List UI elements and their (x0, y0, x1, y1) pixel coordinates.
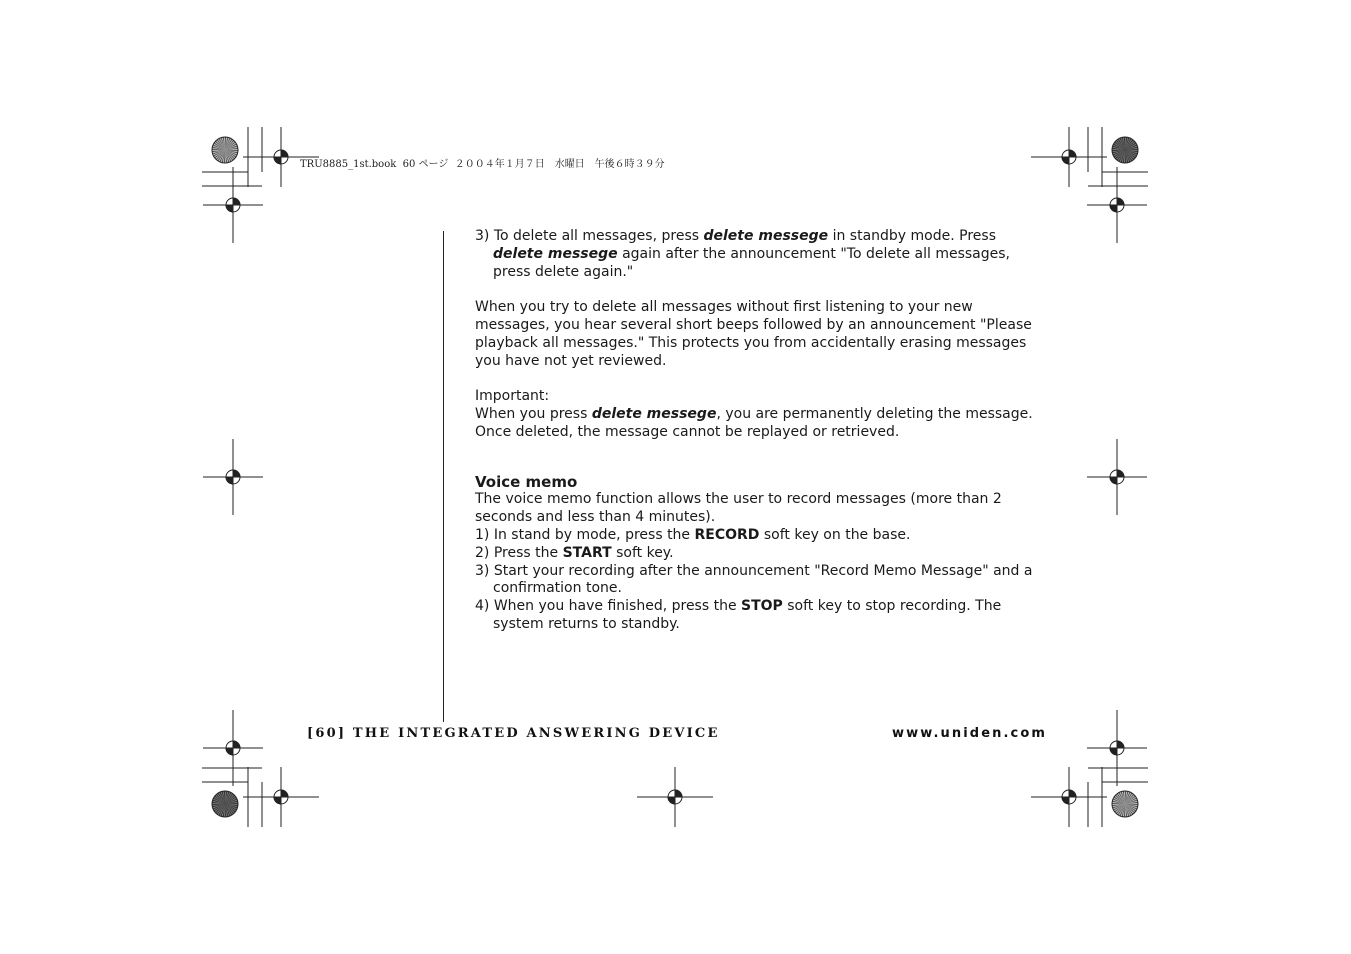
voice-memo-step: 1) In stand by mode, press the RECORD soft key on the base. (475, 526, 911, 543)
important-note: When you press delete messege, you are permanently deleting the message. Once deleted, the message cannot be replayed or retrieved. (475, 405, 1033, 440)
print-header: TRU8885_1st.book 60 ページ ２００４年１月７日 水曜日 午後６時３９分 (300, 159, 665, 170)
footer-website: www.uniden.com (892, 726, 1048, 741)
warning-paragraph: When you try to delete all messages without first listening to your new messages, you hear several short beeps followed by an announcement "Please playback all messages." This protects you from accidentally erasing messages you have not yet reviewed. (475, 299, 1032, 369)
voice-memo-intro: The voice memo function allows the user to record messages (more than 2 seconds and less than 4 minutes). (475, 491, 1002, 526)
voice-memo-step: 2) Press the START soft key. (475, 544, 674, 561)
body-text (475, 228, 1045, 634)
soft-key-label: START (562, 544, 612, 561)
soft-key-label: RECORD (694, 526, 760, 543)
column-divider (443, 231, 444, 722)
delete-message-key: delete messege (591, 405, 717, 422)
delete-all-step: 3) To delete all messages, press delete messege in standby mode. Press delete messege again after the announcement "To delete all messages, press delete again." (475, 228, 1011, 280)
delete-message-key: delete messege (703, 228, 829, 244)
voice-memo-step: 3) Start your recording after the announcement "Record Memo Message" and a confirmation tone. (475, 562, 1033, 597)
footer-page-title: [60] THE INTEGRATED ANSWERING DEVICE (307, 726, 720, 741)
important-label: Important: (475, 388, 550, 405)
delete-message-key: delete messege (493, 245, 618, 262)
section-heading: Voice memo (475, 472, 578, 491)
voice-memo-step: 4) When you have finished, press the STOP soft key to stop recording. The system returns to standby. (475, 598, 1002, 632)
soft-key-label: STOP (741, 598, 783, 615)
